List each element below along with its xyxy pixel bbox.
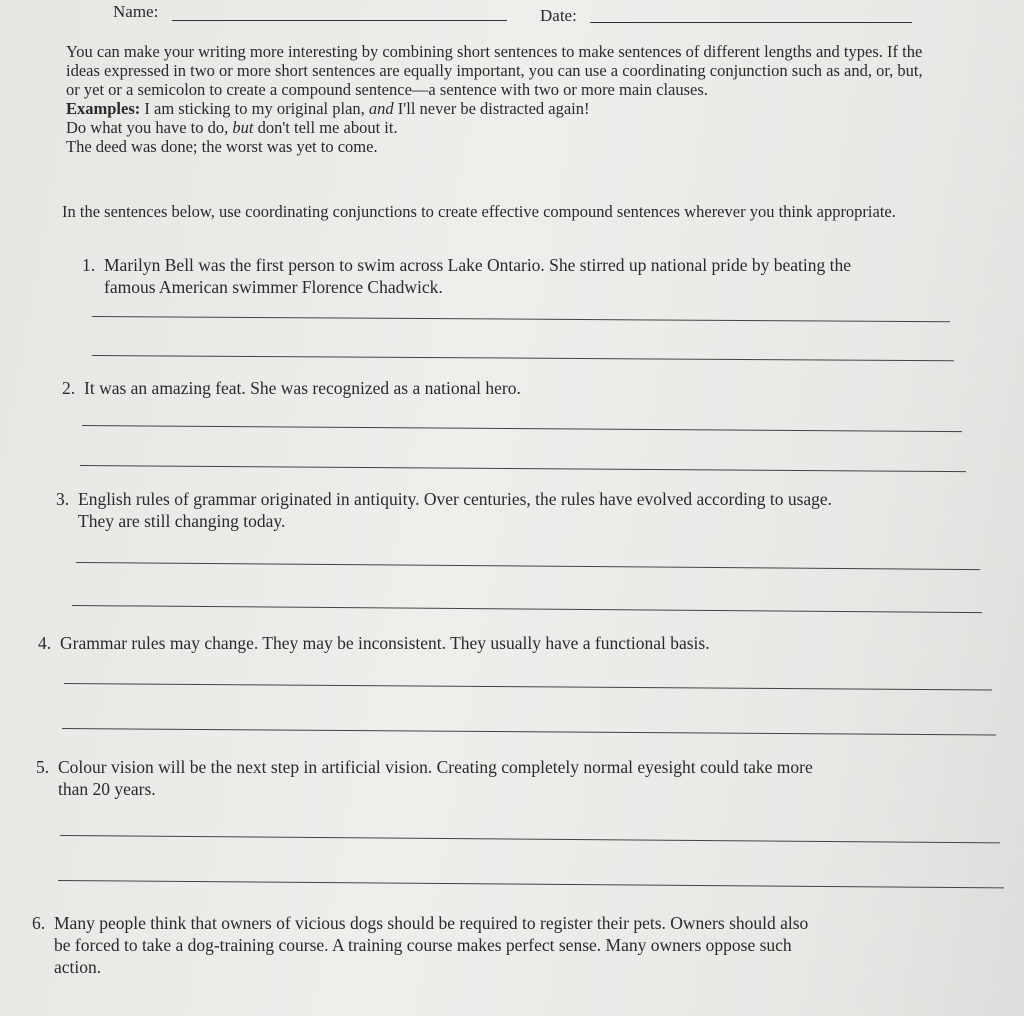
answer-line[interactable] <box>72 605 982 613</box>
question-2 <box>62 377 942 399</box>
example-2-conjunction: but <box>232 118 254 137</box>
question-4-number: 4. <box>38 633 52 653</box>
question-5-number: 5. <box>36 757 50 777</box>
example-line-1 <box>66 99 936 118</box>
example-3-text: The deed was done; the worst was yet to come. <box>66 137 378 156</box>
question-3-line-2: They are still changing today. <box>78 511 286 531</box>
question-6 <box>32 912 1012 978</box>
example-line-2 <box>66 118 936 137</box>
answer-line[interactable] <box>58 880 1004 888</box>
intro-block <box>66 42 936 156</box>
name-label: Name: <box>113 2 159 21</box>
question-6-line-2: be forced to take a dog-training course. A training course makes perfect sense. Many owners oppose such <box>54 935 792 955</box>
answer-line[interactable] <box>62 728 996 736</box>
date-label: Date: <box>540 6 577 25</box>
question-6-line-3: action. <box>54 957 102 977</box>
example-2-after: don't tell me about it. <box>257 118 398 137</box>
answer-line[interactable] <box>92 316 950 322</box>
question-3-line-1: English rules of grammar originated in antiquity. Over centuries, the rules have evolved according to usage. <box>78 489 833 509</box>
question-1-line-1: Marilyn Bell was the first person to swim across Lake Ontario. She stirred up national pride by beating the <box>104 255 851 275</box>
answer-line[interactable] <box>92 355 954 361</box>
question-5 <box>36 756 996 800</box>
answer-line[interactable] <box>76 562 980 570</box>
date-field[interactable] <box>590 22 912 23</box>
intro-paragraph: You can make your writing more interesting by combining short sentences to make sentences of different lengths and types. If the ideas expressed in two or more short sentences are equally important, you can use a coordinating conjunction such as and, or, but, or yet or a semicolon to create a compound sentence—a sentence with two or more main clauses. <box>66 42 923 99</box>
question-2-number: 2. <box>62 378 76 398</box>
name-field[interactable] <box>172 20 507 21</box>
question-5-line-1: Colour vision will be the next step in artificial vision. Creating completely normal eyesight could take more <box>58 757 813 777</box>
question-3-number: 3. <box>56 489 70 509</box>
question-5-line-2: than 20 years. <box>58 779 156 799</box>
example-line-3 <box>66 137 936 156</box>
question-6-number: 6. <box>32 913 46 933</box>
answer-line[interactable] <box>60 835 1000 843</box>
example-1-before: I am sticking to my original plan, <box>144 99 365 118</box>
question-6-line-1: Many people think that owners of vicious dogs should be required to register their pets. Owners should also <box>54 913 809 933</box>
example-2-before: Do what you have to do, <box>66 118 229 137</box>
question-2-line-1: It was an amazing feat. She was recognized as a national hero. <box>84 378 521 398</box>
answer-line[interactable] <box>80 465 966 472</box>
examples-label: Examples: <box>66 99 141 118</box>
question-1 <box>82 254 962 298</box>
question-1-line-2: famous American swimmer Florence Chadwick. <box>104 277 443 297</box>
question-3 <box>56 488 976 532</box>
question-1-number: 1. <box>82 255 96 275</box>
question-4 <box>38 632 958 654</box>
example-1-after: I'll never be distracted again! <box>397 99 590 118</box>
answer-line[interactable] <box>64 683 992 690</box>
answer-line[interactable] <box>82 425 962 432</box>
question-4-line-1: Grammar rules may change. They may be inconsistent. They usually have a functional basis. <box>60 633 710 653</box>
instructions: In the sentences below, use coordinating conjunctions to create effective compound sentences wherever you think appropriate. <box>62 202 896 221</box>
example-1-conjunction: and <box>368 99 394 118</box>
